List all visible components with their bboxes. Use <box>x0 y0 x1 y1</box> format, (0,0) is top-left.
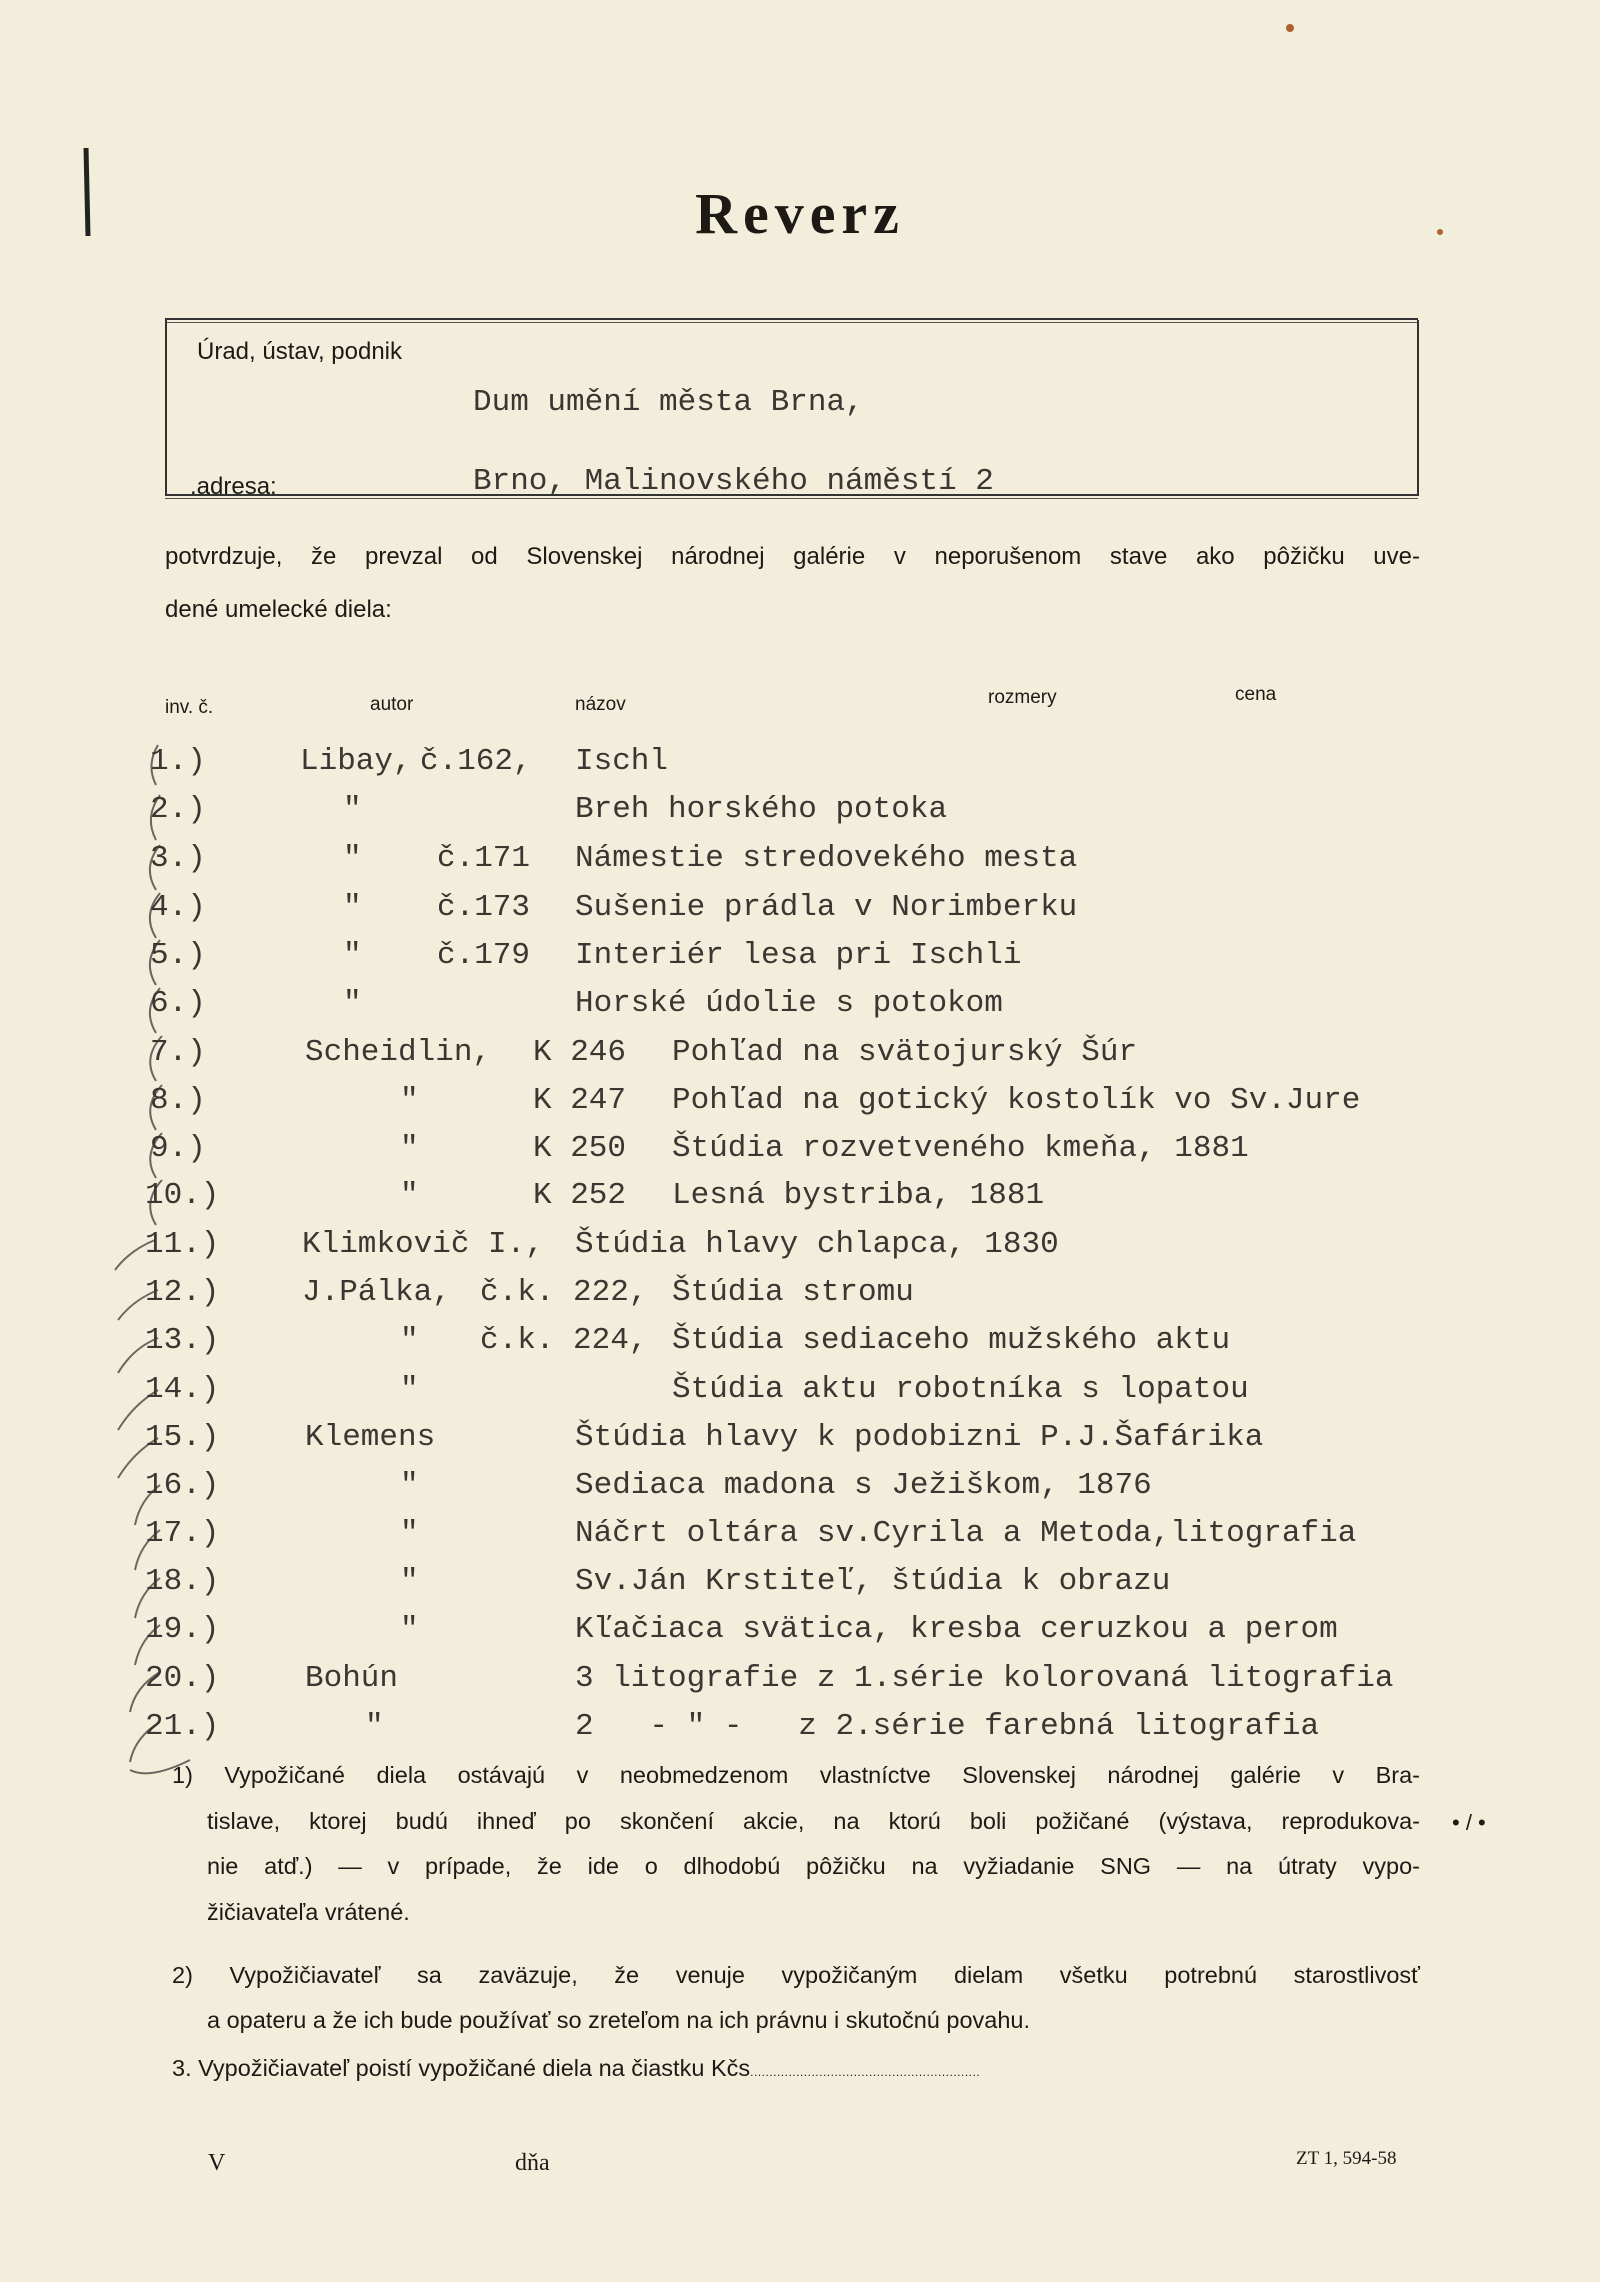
item-author: Bohún <box>305 1661 399 1696</box>
item-title: Ischl <box>575 744 669 779</box>
item-number: 4.) <box>150 890 206 925</box>
item-author: " <box>400 1564 419 1599</box>
item-code: č.171 <box>437 841 531 876</box>
term-1-line-3: nie atď.) — v prípade, že ide o dlhodobú pôžičku na vyžiadanie SNG — na útraty vypo- <box>207 1853 1420 1879</box>
column-author: autor <box>370 694 414 715</box>
term-1-line-1: 1) Vypožičané diela ostávajú v neobmedzenom vlastníctve Slovenskej národnej galérie v Bra- <box>172 1762 1420 1788</box>
item-title: Štúdia rozvetveného kmeňa, 1881 <box>672 1131 1249 1166</box>
item-author: Libay, <box>300 744 412 779</box>
item-number: 17.) <box>145 1516 220 1551</box>
item-row <box>0 1035 1600 1075</box>
item-code: K 250 <box>533 1131 627 1166</box>
column-inv: inv. č. <box>165 697 214 718</box>
item-number: 15.) <box>145 1420 220 1455</box>
item-title: Horské údolie s potokom <box>575 986 1003 1021</box>
item-row <box>0 1661 1600 1701</box>
item-code: č.k. 222, <box>480 1275 648 1310</box>
item-author: " <box>400 1131 419 1166</box>
item-row <box>0 1420 1600 1460</box>
item-number: 2.) <box>150 792 206 827</box>
term-2-line-1: 2) Vypožičiavateľ sa zaväzuje, že venuje vypožičaným dielam všetku potrebnú starostlivosť <box>172 1962 1420 1988</box>
item-author: J.Pálka, <box>302 1275 451 1310</box>
item-title: Lesná bystriba, 1881 <box>672 1178 1045 1213</box>
item-code: č.179 <box>437 938 531 973</box>
item-number: 16.) <box>145 1468 220 1503</box>
item-row <box>0 1516 1600 1556</box>
term-3 <box>172 2055 980 2082</box>
form-code: ZT 1, 594-58 <box>1296 2148 1397 2169</box>
item-row <box>0 1083 1600 1123</box>
item-title: Pohľad na svätojurský Šúr <box>672 1035 1138 1070</box>
item-number: 8.) <box>150 1083 206 1118</box>
item-title: Kľačiaca svätica, kresba ceruzkou a perom <box>575 1612 1338 1647</box>
item-number: 1.) <box>150 744 206 779</box>
item-author: " <box>400 1468 419 1503</box>
item-code: K 252 <box>533 1178 627 1213</box>
item-row <box>0 1372 1600 1412</box>
item-author: Scheidlin, <box>305 1035 492 1070</box>
item-row <box>0 986 1600 1026</box>
item-author: " <box>365 1709 384 1744</box>
insurance-amount-field[interactable]: ............................................................ <box>750 2065 981 2079</box>
item-title: Pohľad na gotický kostolík vo Sv.Jure <box>672 1083 1361 1118</box>
item-title: Náčrt oltára sv.Cyrila a Metoda,litografia <box>575 1516 1357 1551</box>
item-row <box>0 1323 1600 1363</box>
office-value: Dum umění města Brna, <box>473 385 864 420</box>
item-author: " <box>400 1178 419 1213</box>
item-number: 19.) <box>145 1612 220 1647</box>
item-title: 3 litografie z 1.série kolorovaná litografia <box>575 1661 1394 1696</box>
item-author: " <box>400 1083 419 1118</box>
item-row <box>0 1227 1600 1267</box>
item-row <box>0 1275 1600 1315</box>
item-number: 9.) <box>150 1131 206 1166</box>
item-title: Štúdia stromu <box>672 1275 914 1310</box>
item-author: " <box>343 890 362 925</box>
document-title: Reverz <box>695 181 905 246</box>
intro-line-1: potvrdzuje, že prevzal od Slovenskej národnej galérie v neporušenom stave ako pôžičku uve- <box>165 543 1420 570</box>
item-title: Námestie stredovekého mesta <box>575 841 1078 876</box>
item-number: 13.) <box>145 1323 220 1358</box>
item-title: Sv.Ján Krstiteľ, štúdia k obrazu <box>575 1564 1171 1599</box>
column-dimensions: rozmery <box>988 687 1057 708</box>
margin-mark: • / • <box>1452 1810 1486 1835</box>
item-title: Sediaca madona s Ježiškom, 1876 <box>575 1468 1152 1503</box>
item-number: 3.) <box>150 841 206 876</box>
item-title: Breh horského potoka <box>575 792 948 827</box>
office-label: Úrad, ústav, podnik <box>197 338 402 365</box>
address-label: .adresa: <box>190 473 277 500</box>
address-value: Brno, Malinovského náměstí 2 <box>473 464 994 499</box>
item-author: " <box>343 792 362 827</box>
item-number: 7.) <box>150 1035 206 1070</box>
item-number: 14.) <box>145 1372 220 1407</box>
item-author: " <box>400 1323 419 1358</box>
intro-line-2: dené umelecké diela: <box>165 596 392 623</box>
item-number: 20.) <box>145 1661 220 1696</box>
item-row <box>0 1564 1600 1604</box>
item-code: č.162, <box>420 744 532 779</box>
item-row <box>0 1131 1600 1171</box>
item-title: Štúdia hlavy chlapca, 1830 <box>575 1227 1059 1262</box>
item-number: 18.) <box>145 1564 220 1599</box>
item-row <box>0 744 1600 784</box>
term-1-line-2: tislave, ktorej budú ihneď po skončení akcie, na ktorú boli požičané (výstava, reprodukova- <box>207 1808 1420 1834</box>
item-row <box>0 792 1600 832</box>
item-author: " <box>343 986 362 1021</box>
item-author: Klemens <box>305 1420 436 1455</box>
item-number: 5.) <box>150 938 206 973</box>
item-code: K 246 <box>533 1035 627 1070</box>
item-row <box>0 1709 1600 1749</box>
column-title: názov <box>575 694 626 715</box>
item-number: 21.) <box>145 1709 220 1744</box>
item-row <box>0 1612 1600 1652</box>
item-author: " <box>343 938 362 973</box>
item-title: Štúdia hlavy k podobizni P.J.Šafárika <box>575 1420 1264 1455</box>
item-author: " <box>400 1612 419 1647</box>
item-title: Interiér lesa pri Ischli <box>575 938 1022 973</box>
term-3-text: 3. Vypožičiavateľ poistí vypožičané diela na čiastku Kčs <box>172 2055 751 2081</box>
item-number: 11.) <box>145 1227 220 1262</box>
term-2-line-2: a opateru a že ich bude používať so zreteľom na ich právnu i skutočnú povahu. <box>207 2007 1031 2033</box>
item-row <box>0 1178 1600 1218</box>
item-row <box>0 938 1600 978</box>
item-author: " <box>400 1516 419 1551</box>
item-row <box>0 890 1600 930</box>
item-number: 6.) <box>150 986 206 1021</box>
item-number: 10.) <box>145 1178 220 1213</box>
footer-place: V <box>208 2150 226 2176</box>
item-title: Štúdia sediaceho mužského aktu <box>672 1323 1231 1358</box>
item-code: č.k. 224, <box>480 1323 648 1358</box>
term-1-line-4: žičiavateľa vrátené. <box>207 1899 410 1925</box>
item-row <box>0 841 1600 881</box>
column-price: cena <box>1235 684 1277 705</box>
footer-date: dňa <box>515 2150 550 2176</box>
item-row <box>0 1468 1600 1508</box>
item-title: Sušenie prádla v Norimberku <box>575 890 1078 925</box>
item-code: č.173 <box>437 890 531 925</box>
item-title: 2 - " - z 2.série farebná litografia <box>575 1709 1320 1744</box>
item-code: K 247 <box>533 1083 627 1118</box>
item-title: Štúdia aktu robotníka s lopatou <box>672 1372 1249 1407</box>
item-number: 12.) <box>145 1275 220 1310</box>
item-author: Klimkovič I., <box>302 1227 544 1262</box>
item-author: " <box>343 841 362 876</box>
item-author: " <box>400 1372 419 1407</box>
